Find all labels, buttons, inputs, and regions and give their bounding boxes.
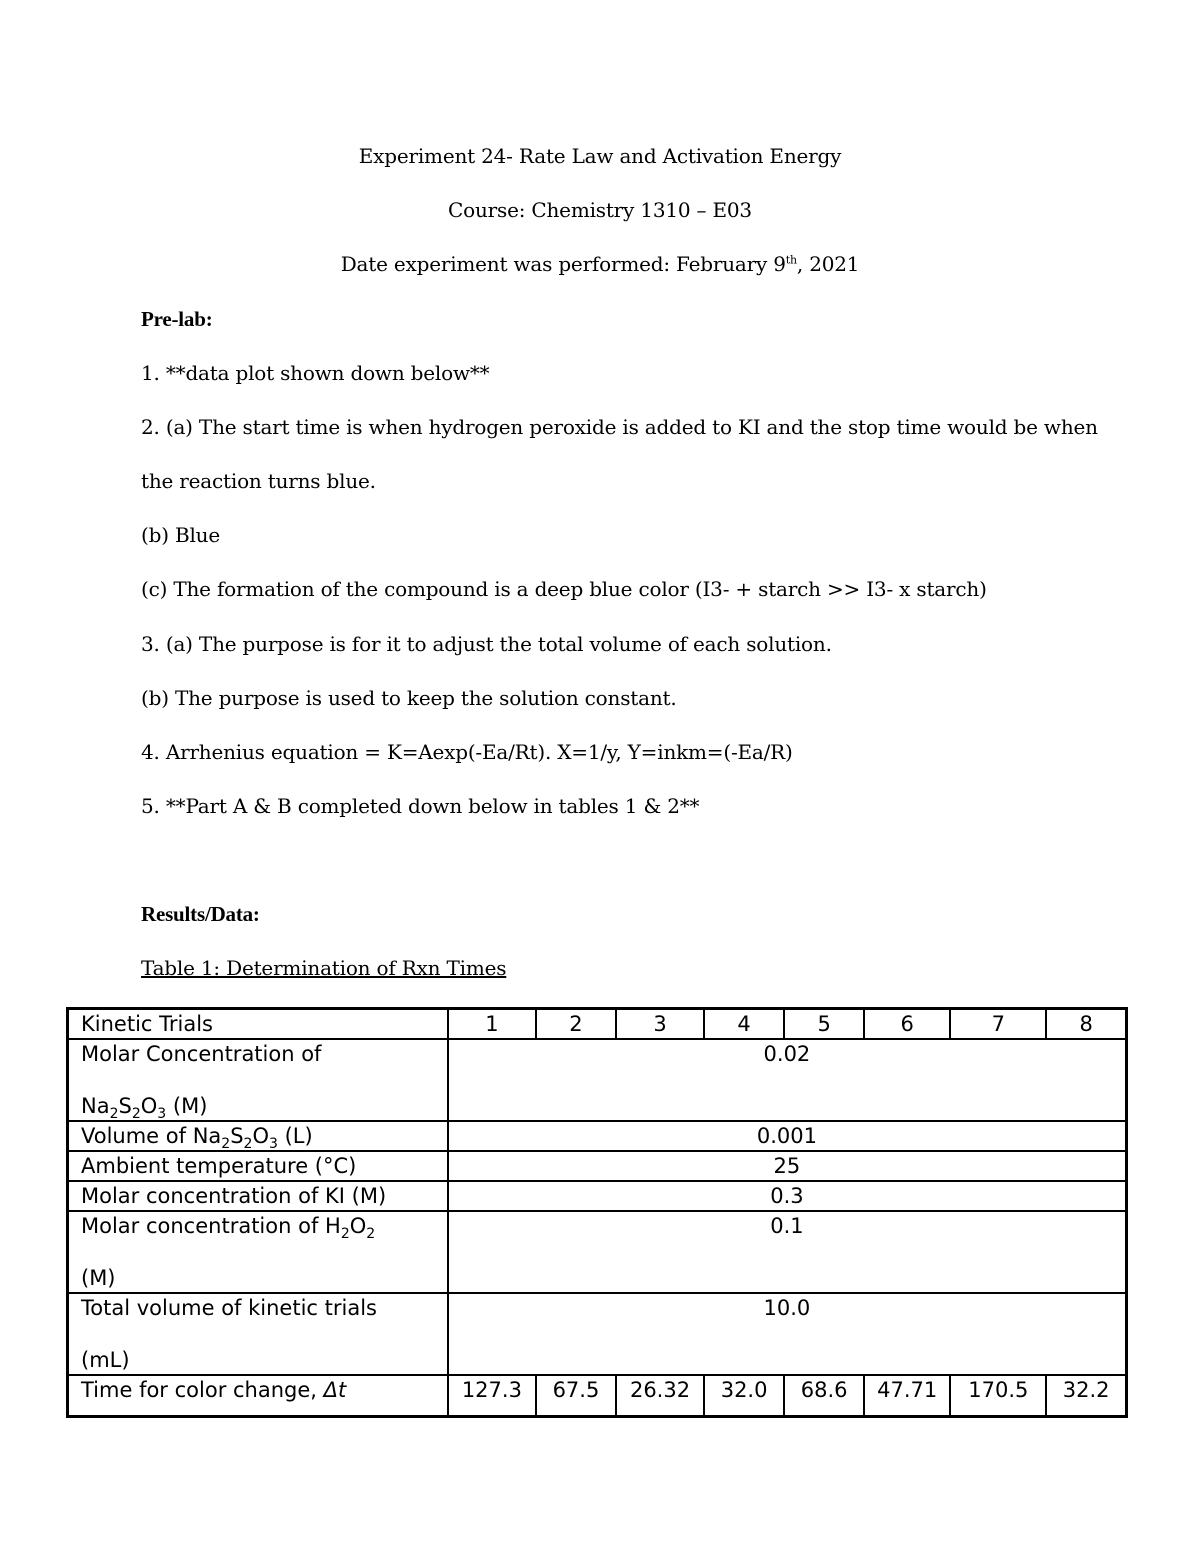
- table-row: [68, 1039, 1127, 1121]
- prelab-item: 4. Arrhenius equation = K=Aexp(-Ea/Rt). X=1/y, Y=inkm=(-Ea/R): [141, 740, 793, 764]
- prelab-item: (b) Blue: [141, 523, 220, 547]
- prelab-heading: Pre-lab:: [141, 307, 213, 331]
- trial-header: 7: [950, 1009, 1046, 1040]
- trial-header: 2: [536, 1009, 616, 1040]
- prelab-item: (c) The formation of the compound is a deep blue color (I3- + starch >> I3- x starch): [141, 577, 987, 601]
- row-label-text: Molar concentration of H: [81, 1214, 341, 1238]
- time-value: 47.71: [864, 1375, 950, 1416]
- document-title: Experiment 24- Rate Law and Activation Energy: [358, 144, 842, 168]
- prelab-item: 5. **Part A & B completed down below in tables 1 & 2**: [141, 794, 700, 818]
- ambient-value: 25: [448, 1151, 1127, 1181]
- trial-header: 4: [704, 1009, 784, 1040]
- row-label-text: Volume of: [81, 1124, 193, 1148]
- molar-na-value: 0.02: [448, 1039, 1127, 1121]
- row-label-ki: Molar concentration of KI (M): [68, 1181, 448, 1211]
- row-label-unit: (M): [81, 1266, 116, 1290]
- formula-na2s2o3: $Na_2S_2O_3$ (M): [81, 1094, 208, 1123]
- row-label-text: Molar Concentration of: [81, 1042, 322, 1066]
- volume-na-value: 0.001: [448, 1121, 1127, 1151]
- trial-header: 1: [448, 1009, 536, 1040]
- table-caption: Table 1: Determination of Rxn Times: [141, 956, 507, 980]
- time-value: 26.32: [616, 1375, 704, 1416]
- course-line: Course: Chemistry 1310 – E03: [448, 198, 752, 222]
- time-value: 32.2: [1046, 1375, 1126, 1416]
- table-row: [68, 1181, 1127, 1211]
- table-row: [68, 1121, 1127, 1151]
- time-value: 127.3: [448, 1375, 536, 1416]
- time-value: 68.6: [784, 1375, 864, 1416]
- results-heading: Results/Data:: [141, 902, 260, 926]
- date-line: [0, 252, 1200, 276]
- trial-header: 6: [864, 1009, 950, 1040]
- table-header-row: [68, 1009, 1127, 1040]
- table-row: [68, 1375, 1127, 1416]
- date-sup: th: [785, 253, 797, 267]
- h2o2-value: 0.1: [448, 1211, 1127, 1293]
- time-value: 32.0: [704, 1375, 784, 1416]
- date-suffix: , 2021: [796, 252, 860, 276]
- time-value: 67.5: [536, 1375, 616, 1416]
- header-label: Kinetic Trials: [68, 1009, 448, 1040]
- prelab-item: 3. (a) The purpose is for it to adjust the total volume of each solution.: [141, 632, 832, 656]
- trial-header: 3: [616, 1009, 704, 1040]
- prelab-item: (b) The purpose is used to keep the solution constant.: [141, 686, 677, 710]
- row-label-text: Time for color change,: [81, 1378, 324, 1402]
- row-label-volume-na: Volume of $Na_2S_2O_3$ (L): [68, 1121, 448, 1151]
- trial-header: 5: [784, 1009, 864, 1040]
- row-label-molar-na: [68, 1039, 448, 1121]
- rxn-times-table: [66, 1007, 1128, 1418]
- row-label-time: [68, 1375, 448, 1416]
- table-row: [68, 1211, 1127, 1293]
- row-label-ambient: Ambient temperature (°C): [68, 1151, 448, 1181]
- total-volume-value: 10.0: [448, 1293, 1127, 1375]
- row-label-total-volume: [68, 1293, 448, 1375]
- prelab-item: 1. **data plot shown down below**: [141, 361, 490, 385]
- time-value: 170.5: [950, 1375, 1046, 1416]
- trial-header: 8: [1046, 1009, 1126, 1040]
- date-prefix: Date experiment was performed: February 9: [340, 252, 786, 276]
- row-label-unit: (mL): [81, 1348, 130, 1372]
- table-row: [68, 1293, 1127, 1375]
- prelab-item: the reaction turns blue.: [141, 469, 376, 493]
- row-label-text: (L): [277, 1124, 313, 1148]
- ki-value: 0.3: [448, 1181, 1127, 1211]
- table-row: [68, 1151, 1127, 1181]
- row-label-h2o2: Molar concentration of $H_2O_2$ (M): [68, 1211, 448, 1293]
- prelab-item: 2. (a) The start time is when hydrogen peroxide is added to KI and the stop time would be when: [141, 415, 1098, 439]
- row-label-text: Total volume of kinetic trials: [81, 1296, 377, 1320]
- delta-t-symbol: Δt: [323, 1378, 347, 1402]
